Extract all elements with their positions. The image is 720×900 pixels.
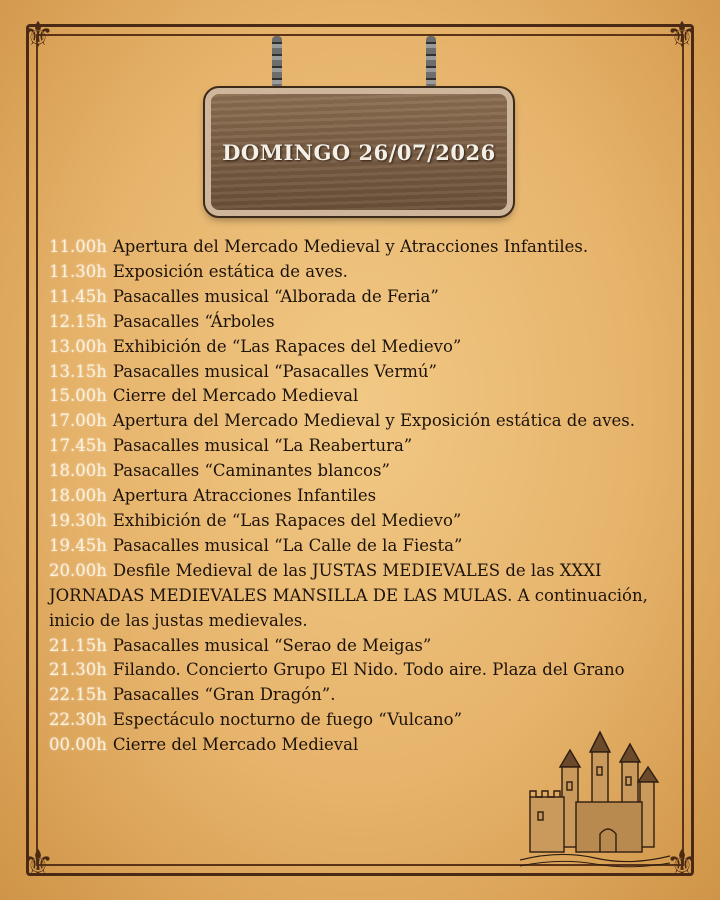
fleur-de-lis-icon: ⚜ xyxy=(665,15,699,56)
event-description: Filando. Concierto Grupo El Nido. Todo aire. Plaza del Grano xyxy=(112,660,625,680)
event-time: 17.00h xyxy=(49,411,107,431)
schedule-item xyxy=(49,260,649,285)
event-time: 18.00h xyxy=(49,486,107,506)
event-description: Pasacalles “Caminantes blancos” xyxy=(112,461,390,481)
schedule-item xyxy=(49,235,649,260)
event-description: Pasacalles musical “Alborada de Feria” xyxy=(112,286,439,306)
event-description: Cierre del Mercado Medieval xyxy=(112,386,359,406)
schedule-item xyxy=(49,434,649,459)
event-description: Apertura Atracciones Infantiles xyxy=(112,486,377,506)
schedule-item xyxy=(49,360,649,385)
schedule-item xyxy=(49,484,649,509)
event-description: Exposición estática de aves. xyxy=(112,261,348,281)
page-title: DOMINGO 26/07/2026 xyxy=(222,139,496,165)
event-description: Espectáculo nocturno de fuego “Vulcano” xyxy=(112,710,463,730)
event-description: Apertura del Mercado Medieval y Atracciones Infantiles. xyxy=(112,237,589,256)
schedule-item xyxy=(49,285,649,310)
event-description: Exhibición de “Las Rapaces del Medievo” xyxy=(112,336,462,356)
event-description: Pasacalles musical “La Calle de la Fiesta” xyxy=(112,535,463,555)
event-time: 17.45h xyxy=(49,436,107,456)
chain-icon xyxy=(272,36,282,88)
event-time: 15.00h xyxy=(49,386,107,406)
event-description: Cierre del Mercado Medieval xyxy=(112,735,359,755)
event-time: 13.00h xyxy=(49,336,107,356)
schedule-item xyxy=(49,384,649,409)
event-time: 13.15h xyxy=(49,361,107,381)
event-time: 11.45h xyxy=(49,286,107,306)
event-description: Apertura del Mercado Medieval y Exposición estática de aves. xyxy=(112,411,636,431)
event-time: 22.30h xyxy=(49,710,107,730)
event-time: 00.00h xyxy=(49,735,107,755)
schedule-item xyxy=(49,459,649,484)
schedule-item xyxy=(49,509,649,534)
chain-icon xyxy=(426,36,436,88)
event-time: 20.00h xyxy=(49,560,107,580)
schedule-list xyxy=(49,235,649,758)
event-description: Pasacalles “Árboles xyxy=(112,311,275,331)
event-time: 11.30h xyxy=(49,261,107,281)
castle-illustration xyxy=(520,722,670,872)
event-time: 21.15h xyxy=(49,635,107,655)
event-time: 19.45h xyxy=(49,535,107,555)
fleur-de-lis-icon: ⚜ xyxy=(21,15,55,56)
schedule-item xyxy=(49,409,649,434)
event-time: 18.00h xyxy=(49,461,107,481)
event-description: Pasacalles “Gran Dragón”. xyxy=(112,685,336,705)
schedule-item xyxy=(49,634,649,659)
event-time: 21.30h xyxy=(49,660,107,680)
event-description: Pasacalles musical “La Reabertura” xyxy=(112,436,413,456)
event-time: 19.30h xyxy=(49,510,107,530)
event-description: Pasacalles musical “Pasacalles Vermú” xyxy=(112,361,437,381)
event-time: 12.15h xyxy=(49,311,107,331)
fleur-de-lis-icon: ⚜ xyxy=(665,843,699,884)
event-description: Exhibición de “Las Rapaces del Medievo” xyxy=(112,510,462,530)
event-time: 22.15h xyxy=(49,685,107,705)
schedule-item xyxy=(49,310,649,335)
schedule-item xyxy=(49,335,649,360)
event-time: 11.00h xyxy=(49,237,107,256)
schedule-item xyxy=(49,559,649,634)
hanging-wooden-sign xyxy=(205,88,513,216)
schedule-item xyxy=(49,658,649,683)
schedule-item xyxy=(49,534,649,559)
schedule-item xyxy=(49,683,649,708)
fleur-de-lis-icon: ⚜ xyxy=(21,843,55,884)
event-description: Pasacalles musical “Serao de Meigas” xyxy=(112,635,432,655)
event-description: Desfile Medieval de las JUSTAS MEDIEVALES de las XXXI JORNADAS MEDIEVALES MANSILLA DE LAS MULAS. A continuación, inicio de las justas medievales. xyxy=(49,560,648,630)
